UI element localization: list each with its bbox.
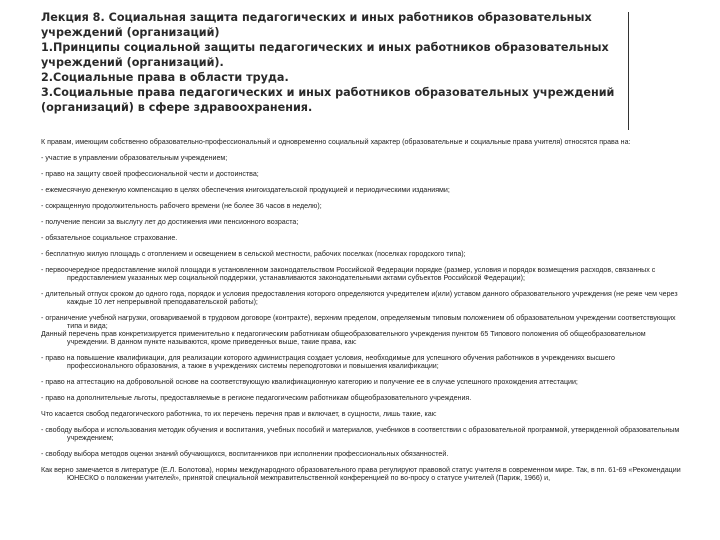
title-line: учреждений (организаций). [41, 56, 224, 69]
paragraph: - ограничение учебной нагрузки, оговариваемой в трудовом договоре (контракте), верхним пределом, определяемым типовым положением об образовательном учреждении соответствующих типа и вида; [41, 314, 676, 330]
vertical-divider [628, 12, 629, 130]
paragraph: - свободу выбора методов оценки знаний обучающихся, воспитанников при исполнении профессиональных обязанностей. [41, 450, 449, 458]
paragraph: - право на повышение квалификации, для реализации которого администрация создает условия, необходимые для успешного обучения работников в учреждениях высшего профессионального образования, а также в учреждениях системы переподготовки и повышения квалификации; [41, 354, 615, 370]
paragraph: - бесплатную жилую площадь с отоплением и освещением в сельской местности, рабочих поселках (поселках городского типа); [41, 250, 466, 258]
paragraph: - получение пенсии за выслугу лет до достижения ими пенсионного возраста; [41, 218, 299, 226]
title-line: (организаций) в сфере здравоохранения. [41, 101, 313, 114]
paragraph: - сокращенную продолжительность рабочего времени (не более 36 часов в неделю); [41, 202, 322, 210]
paragraph: - право на аттестацию на добровольной основе на соответствующую квалификационную категорию и получение ее в случае успешного прохождения аттестации; [41, 378, 578, 386]
lecture-title [41, 10, 626, 115]
title-line: 2.Социальные права в области труда. [41, 71, 289, 84]
paragraph: К правам, имеющим собственно образовательно-профессиональный и одновременно социальный характер (образовательные и социальные права учителя) относятся права на: [41, 138, 631, 146]
paragraph: - право на защиту своей профессиональной чести и достоинства; [41, 170, 259, 178]
paragraph: - свободу выбора и использования методик обучения и воспитания, учебных пособий и материалов, учебников в соответствии с образовательной программой, утвержденной образовательным учреждением; [41, 426, 680, 442]
title-line: учреждений (организаций) [41, 26, 220, 39]
paragraph: - участие в управлении образовательным учреждением; [41, 154, 228, 162]
paragraph: - первоочередное предоставление жилой площади в установленном законодательством Российской Федерации порядке (размер, условия и порядок возмещения расходов, связанных с предоставлением указанных мер социальной поддержки, устанавливаются законодательными актами субъектов Российской Федерации); [41, 266, 656, 282]
paragraph: Что касается свобод педагогического работника, то их перечень перечня прав и включает, в сущности, лишь такие, как: [41, 410, 437, 418]
paragraph: - длительный отпуск сроком до одного года, порядок и условия предоставления которого определяются учредителем и(или) уставом данного образовательного учреждения (не реже чем через каждые 10 лет непрерывной преподавательской работы); [41, 290, 678, 306]
paragraph: Данный перечень прав конкретизируется применительно к педагогическим работникам общеобразовательного учреждения пунктом 65 Типового положения об общеобразовательном учреждении. В данном пункте называются, кроме приведенных выше, такие права, как: [41, 330, 646, 346]
title-line: 1.Принципы социальной защиты педагогических и иных работников образовательных [41, 41, 609, 54]
paragraph: - обязательное социальное страхование. [41, 234, 178, 242]
title-line: Лекция 8. Социальная защита педагогических и иных работников образовательных [41, 11, 592, 24]
paragraph: - право на дополнительные льготы, предоставляемые в регионе педагогическим работникам общеобразовательного учреждения. [41, 394, 472, 402]
title-line: 3.Социальные права педагогических и иных работников образовательных учреждений [41, 86, 615, 99]
lecture-body [41, 138, 681, 482]
paragraph: - ежемесячную денежную компенсацию в целях обеспечения книгоиздательской продукцией и периодическими изданиями; [41, 186, 450, 194]
paragraph: Как верно замечается в литературе (Е.Л. Болотова), нормы международного образовательного права регулируют правовой статус учителя в современном мире. Так, в пп. 61-69 «Рекомендации ЮНЕСКО о положении учителей», принятой специальной межправительственной конференцией по во-просу о статусе учителей (Париж, 1966) и, [41, 466, 681, 482]
